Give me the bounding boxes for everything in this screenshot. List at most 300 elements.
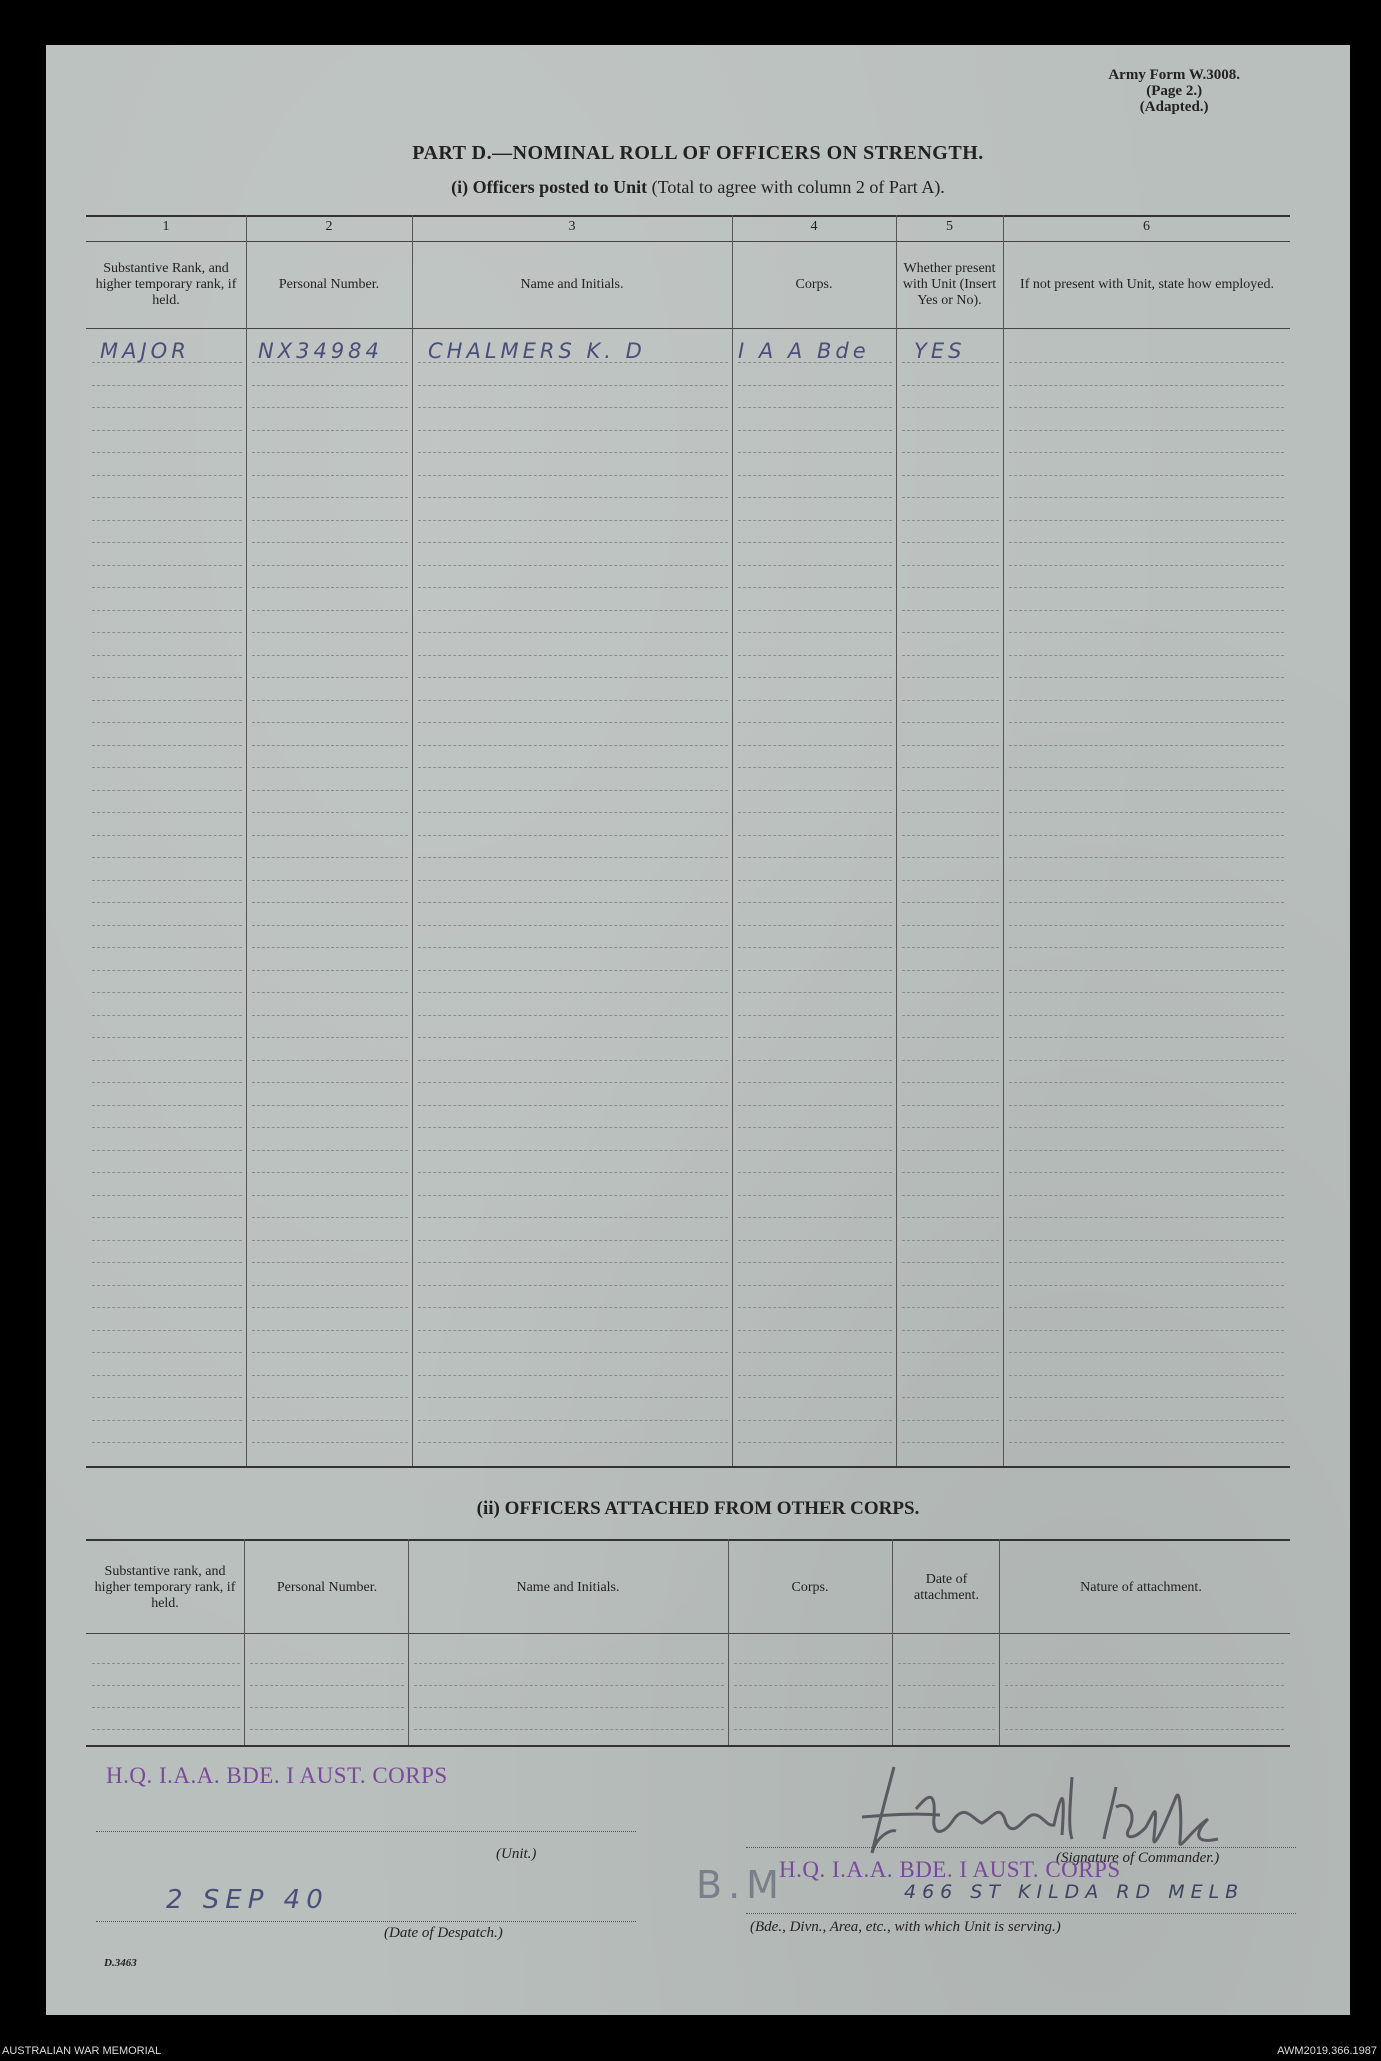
ruled-line [902, 1420, 999, 1421]
ruled-line [902, 1240, 999, 1241]
header-personal-number: Personal Number. [278, 277, 380, 292]
part-d-subtitle [46, 177, 1350, 198]
ruled-line [92, 430, 242, 431]
document-code: D.3463 [104, 1957, 137, 1969]
ruled-line [902, 1172, 999, 1173]
ruled-line [1009, 542, 1284, 543]
ruled-line [92, 587, 242, 588]
ruled-line [738, 1082, 892, 1083]
col-divider-1 [246, 215, 247, 1466]
form-page [46, 45, 1350, 2015]
ruled-line [738, 1127, 892, 1128]
ruled-line [1009, 812, 1284, 813]
ruled-line [738, 1442, 892, 1443]
ruled-line [92, 812, 242, 813]
ruled-line [252, 1015, 408, 1016]
ruled-line [252, 992, 408, 993]
ruled-line [1009, 1397, 1284, 1398]
ruled-line [1009, 902, 1284, 903]
ruled-line [418, 632, 728, 633]
ruled-line [738, 1262, 892, 1263]
ruled-line [1009, 587, 1284, 588]
ruled-line [414, 1729, 724, 1730]
ruled-line [92, 632, 242, 633]
ruled-line [1009, 1082, 1284, 1083]
ruled-line [92, 677, 242, 678]
ruled-line [1009, 947, 1284, 948]
ruled-line [902, 1262, 999, 1263]
ruled-line [738, 430, 892, 431]
ruled-line [902, 902, 999, 903]
date-line [96, 1921, 636, 1922]
ruled-line [902, 1375, 999, 1376]
ruled-line [902, 497, 999, 498]
ruled-line [902, 565, 999, 566]
ruled-line [902, 1060, 999, 1061]
ruled-line [252, 1105, 408, 1106]
ruled-line [1009, 925, 1284, 926]
ruled-line [92, 475, 242, 476]
ruled-line [252, 542, 408, 543]
ruled-line [418, 565, 728, 566]
entry-present: YES [914, 339, 966, 363]
col-number-3: 3 [568, 219, 576, 234]
ruled-line [898, 1685, 995, 1686]
archive-reference: AWM2019.366.1987 [1277, 2045, 1377, 2057]
ruled-line [92, 767, 242, 768]
ruled-line [252, 722, 408, 723]
ruled-line [738, 767, 892, 768]
ruled-line [738, 925, 892, 926]
ruled-line [92, 452, 242, 453]
ruled-line [250, 1663, 404, 1664]
ruled-line [252, 407, 408, 408]
ruled-line [734, 1663, 888, 1664]
ruled-line [902, 1082, 999, 1083]
table-top-rule [86, 215, 1290, 217]
ruled-line [418, 452, 728, 453]
ruled-line [1009, 700, 1284, 701]
col-divider-3 [732, 215, 733, 1466]
form-reference [1108, 67, 1240, 115]
ruled-line [1009, 610, 1284, 611]
ruled-line [1009, 1375, 1284, 1376]
ruled-line [1009, 497, 1284, 498]
ruled-line [252, 610, 408, 611]
ruled-line [252, 1262, 408, 1263]
ruled-line [1009, 1127, 1284, 1128]
ruled-line [1009, 1330, 1284, 1331]
ruled-line [1009, 1240, 1284, 1241]
ruled-line [902, 587, 999, 588]
ruled-line [1009, 880, 1284, 881]
ruled-line [1009, 767, 1284, 768]
ruled-line [1009, 1195, 1284, 1196]
ruled-line [252, 767, 408, 768]
ruled-line [252, 925, 408, 926]
header-ii-name: Name and Initials. [516, 1580, 620, 1595]
col-ii-divider-1 [244, 1539, 245, 1745]
unit-caption: (Unit.) [496, 1846, 537, 1862]
ruled-line [418, 947, 728, 948]
ruled-line [738, 992, 892, 993]
ruled-line [92, 1420, 242, 1421]
ruled-line [92, 1352, 242, 1353]
ruled-line [252, 1240, 408, 1241]
ruled-line [1009, 565, 1284, 566]
ruled-line [418, 1397, 728, 1398]
ruled-line [252, 1217, 408, 1218]
ruled-line [418, 655, 728, 656]
ruled-line [902, 835, 999, 836]
ruled-line [92, 385, 242, 386]
ruled-line [738, 722, 892, 723]
ruled-line [738, 452, 892, 453]
table-ii-bottom-rule [86, 1745, 1290, 1747]
ruled-line [902, 1442, 999, 1443]
ruled-line [252, 520, 408, 521]
ruled-line [738, 835, 892, 836]
ruled-line [252, 497, 408, 498]
form-adapted-label: (Adapted.) [1139, 99, 1209, 115]
ruled-line [738, 812, 892, 813]
ruled-line [418, 700, 728, 701]
ruled-line [738, 1172, 892, 1173]
ruled-line [738, 1352, 892, 1353]
ruled-line [418, 745, 728, 746]
ruled-line [250, 1729, 404, 1730]
ruled-line [1009, 745, 1284, 746]
ruled-line [902, 385, 999, 386]
ruled-line [252, 1172, 408, 1173]
ruled-line [252, 1060, 408, 1061]
ruled-line [902, 1217, 999, 1218]
col-ii-divider-3 [728, 1539, 729, 1745]
date-caption: (Date of Despatch.) [384, 1925, 503, 1941]
signature-line [746, 1847, 1296, 1848]
ruled-line [414, 1685, 724, 1686]
entry-corps: I A A Bde [738, 339, 870, 363]
ruled-line [252, 1397, 408, 1398]
bm-mark: B.M [696, 1863, 785, 1907]
ruled-line [738, 407, 892, 408]
ruled-line [92, 1685, 240, 1686]
ruled-line [738, 655, 892, 656]
ruled-line [252, 632, 408, 633]
ruled-line [738, 1240, 892, 1241]
col-number-2: 2 [325, 219, 333, 234]
ruled-line [1009, 677, 1284, 678]
ruled-line [1009, 1262, 1284, 1263]
ruled-line [902, 1195, 999, 1196]
signature-caption: (Signature of Commander.) [1056, 1850, 1220, 1866]
bde-line [746, 1913, 1296, 1914]
ruled-line [418, 1307, 728, 1308]
ruled-line [92, 880, 242, 881]
ruled-line [902, 1397, 999, 1398]
ruled-line [418, 1127, 728, 1128]
col-ii-divider-5 [999, 1539, 1000, 1745]
ruled-line [1005, 1707, 1284, 1708]
ruled-line [902, 880, 999, 881]
ruled-line [738, 880, 892, 881]
ruled-line [1009, 475, 1284, 476]
ruled-line [252, 1037, 408, 1038]
bde-caption: (Bde., Divn., Area, etc., with which Unit is serving.) [750, 1919, 1061, 1935]
part-d-title: PART D.—NOMINAL ROLL OF OFFICERS ON STRENGTH. [412, 142, 984, 164]
ruled-line [738, 520, 892, 521]
ruled-line [418, 812, 728, 813]
ruled-line [738, 1195, 892, 1196]
col-divider-5 [1003, 215, 1004, 1466]
ruled-line [738, 632, 892, 633]
ruled-line [902, 1127, 999, 1128]
ruled-line [252, 700, 408, 701]
ruled-line [1009, 520, 1284, 521]
ruled-line [252, 655, 408, 656]
ruled-line [252, 745, 408, 746]
ruled-line [252, 452, 408, 453]
ruled-line [418, 767, 728, 768]
ruled-line [252, 1127, 408, 1128]
ruled-line [1009, 1105, 1284, 1106]
entry-rank: MAJOR [100, 339, 190, 363]
ruled-line [92, 790, 242, 791]
form-page-label: (Page 2.) [1146, 83, 1203, 99]
ruled-line [418, 1420, 728, 1421]
ruled-line [902, 1307, 999, 1308]
ruled-line [738, 1397, 892, 1398]
ruled-line [902, 745, 999, 746]
ruled-line [92, 1375, 242, 1376]
ruled-line [734, 1729, 888, 1730]
ruled-line [92, 970, 242, 971]
ruled-line [1009, 1015, 1284, 1016]
ruled-line [738, 700, 892, 701]
entry-personal-number: NX34984 [258, 339, 383, 363]
ruled-line [92, 520, 242, 521]
ruled-line [92, 1397, 242, 1398]
ruled-line [418, 497, 728, 498]
ruled-line [902, 812, 999, 813]
ruled-line [92, 835, 242, 836]
ruled-line [734, 1707, 888, 1708]
ruled-line [738, 677, 892, 678]
form-number: Army Form W.3008. [1108, 67, 1240, 83]
ruled-line [418, 407, 728, 408]
ruled-line [738, 1105, 892, 1106]
ruled-line [418, 970, 728, 971]
ruled-line [418, 1172, 728, 1173]
ruled-line [738, 1150, 892, 1151]
ruled-line [418, 542, 728, 543]
ruled-line [92, 700, 242, 701]
subtitle-rest: (Total to agree with column 2 of Part A). [651, 177, 945, 197]
ruled-line [418, 902, 728, 903]
ruled-line [418, 610, 728, 611]
ruled-line [738, 565, 892, 566]
ruled-line [902, 1330, 999, 1331]
ruled-line [252, 790, 408, 791]
ruled-line [418, 790, 728, 791]
ruled-line [738, 1307, 892, 1308]
ruled-line [902, 610, 999, 611]
header-number-rule [86, 241, 1290, 242]
col-ii-divider-2 [408, 1539, 409, 1745]
ruled-line [252, 1150, 408, 1151]
unit-stamp: H.Q. I.A.A. BDE. I AUST. CORPS [106, 1763, 448, 1788]
ruled-line [92, 745, 242, 746]
ruled-line [1009, 1420, 1284, 1421]
ruled-line [92, 722, 242, 723]
ruled-line [92, 1060, 242, 1061]
bde-stamp: H.Q. I.A.A. BDE. I AUST. CORPS [779, 1857, 1121, 1882]
ruled-line [1009, 970, 1284, 971]
ruled-line [418, 1330, 728, 1331]
ruled-line [92, 610, 242, 611]
ruled-line [418, 1240, 728, 1241]
col-number-1: 1 [162, 219, 170, 234]
ruled-line [92, 1663, 240, 1664]
ruled-line [418, 1015, 728, 1016]
ruled-line [252, 812, 408, 813]
col-number-4: 4 [810, 219, 818, 234]
col-number-5: 5 [946, 219, 953, 234]
ruled-line [738, 385, 892, 386]
ruled-line [92, 1195, 242, 1196]
bde-address: 466 ST KILDA RD MELB [904, 1881, 1245, 1903]
ruled-line [252, 857, 408, 858]
part-ii-title: (ii) OFFICERS ATTACHED FROM OTHER CORPS. [476, 1498, 920, 1519]
ruled-line [1009, 722, 1284, 723]
ruled-line [902, 1352, 999, 1353]
ruled-line [902, 1285, 999, 1286]
header-ii-nature: Nature of attachment. [1080, 1580, 1202, 1595]
ruled-line [252, 880, 408, 881]
ruled-line [902, 790, 999, 791]
ruled-line [252, 1082, 408, 1083]
header-ii-corps: Corps. [791, 1580, 829, 1595]
ruled-line [252, 475, 408, 476]
col-divider-2 [412, 215, 413, 1466]
ruled-line [92, 542, 242, 543]
ruled-line [418, 430, 728, 431]
header-ii-date: Date of attachment. [914, 1572, 979, 1603]
ruled-line [92, 1105, 242, 1106]
ruled-line [414, 1663, 724, 1664]
table-ii-top-rule [86, 1539, 1290, 1541]
ruled-line [92, 1082, 242, 1083]
col-ii-divider-4 [892, 1539, 893, 1745]
ruled-line [898, 1729, 995, 1730]
ruled-line [92, 947, 242, 948]
ruled-line [1009, 385, 1284, 386]
ruled-line [738, 857, 892, 858]
ruled-line [92, 1015, 242, 1016]
header-rank: Substantive Rank, and higher temporary rank, if held. [95, 261, 237, 308]
ruled-line [902, 1150, 999, 1151]
ruled-line [418, 1195, 728, 1196]
ruled-line [418, 520, 728, 521]
ruled-line [902, 452, 999, 453]
ruled-line [1009, 407, 1284, 408]
ruled-line [92, 655, 242, 656]
ruled-line [252, 1285, 408, 1286]
ruled-line [1009, 362, 1284, 363]
ruled-line [738, 902, 892, 903]
ruled-line [738, 1037, 892, 1038]
ruled-line [252, 947, 408, 948]
ruled-line [738, 1375, 892, 1376]
ruled-line [92, 992, 242, 993]
header-bottom-rule [86, 328, 1290, 329]
ruled-line [902, 857, 999, 858]
ruled-line [252, 1307, 408, 1308]
ruled-line [1005, 1663, 1284, 1664]
unit-line [96, 1831, 636, 1832]
ruled-line [738, 497, 892, 498]
ruled-line [252, 1420, 408, 1421]
ruled-line [738, 745, 892, 746]
ruled-line [1009, 992, 1284, 993]
ruled-line [738, 1217, 892, 1218]
ruled-line [1009, 1442, 1284, 1443]
ruled-line [902, 700, 999, 701]
ruled-line [92, 1729, 240, 1730]
ruled-line [92, 1307, 242, 1308]
ruled-line [92, 1330, 242, 1331]
ruled-line [1009, 632, 1284, 633]
ruled-line [898, 1663, 995, 1664]
ruled-line [738, 610, 892, 611]
ruled-line [252, 677, 408, 678]
ruled-line [252, 902, 408, 903]
ruled-line [902, 632, 999, 633]
ruled-line [418, 925, 728, 926]
ruled-line [738, 587, 892, 588]
ruled-line [902, 970, 999, 971]
ruled-line [92, 407, 242, 408]
subtitle-bold: (i) Officers posted to Unit [451, 177, 648, 197]
ruled-line [738, 790, 892, 791]
ruled-line [898, 1707, 995, 1708]
ruled-line [738, 970, 892, 971]
ruled-line [902, 1105, 999, 1106]
ruled-line [418, 1037, 728, 1038]
table-ii-header-rule [86, 1633, 1290, 1634]
ruled-line [738, 542, 892, 543]
ruled-line [902, 430, 999, 431]
ruled-line [1009, 1150, 1284, 1151]
ruled-line [902, 925, 999, 926]
ruled-line [902, 1037, 999, 1038]
ruled-line [902, 1015, 999, 1016]
table-bottom-rule [86, 1466, 1290, 1468]
ruled-line [902, 475, 999, 476]
ruled-line [418, 722, 728, 723]
col-number-6: 6 [1143, 219, 1150, 234]
ruled-line [250, 1685, 404, 1686]
ruled-line [1009, 1307, 1284, 1308]
ruled-line [1009, 1037, 1284, 1038]
ruled-line [734, 1685, 888, 1686]
ruled-line [1009, 1285, 1284, 1286]
ruled-line [418, 1352, 728, 1353]
entry-name: CHALMERS K. D [428, 339, 646, 363]
ruled-line [418, 1442, 728, 1443]
ruled-line [92, 1217, 242, 1218]
ruled-line [92, 1037, 242, 1038]
